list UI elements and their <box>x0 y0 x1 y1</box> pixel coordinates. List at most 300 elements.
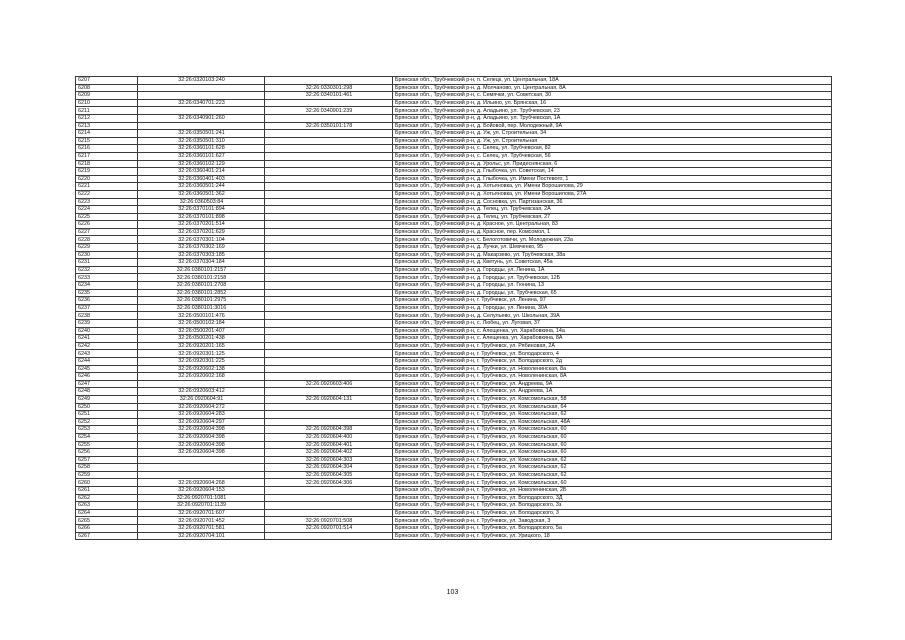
row-number-cell: 6251 <box>76 411 138 419</box>
address-cell: Брянская обл., Трубчевский р-н, д. Аладьино, ул. Трубчевская, 23 <box>393 107 832 115</box>
row-number-cell: 6265 <box>76 517 138 525</box>
address-cell: Брянская обл., Трубчевский р-н, д. Городцы, ул. Ленина, 30А <box>393 304 832 312</box>
table-row <box>76 221 832 229</box>
table-row <box>76 327 832 335</box>
address-cell: Брянская обл., Трубчевский р-н, г. Трубчевск, ул. Комсомольская, 62 <box>393 464 832 472</box>
row-number-cell: 6215 <box>76 137 138 145</box>
address-cell: Брянская обл., Трубчевский р-н, д. Городцы, ул. Трубчевская, 65 <box>393 289 832 297</box>
cadastral-number-cell: 32:26:0360401:403 <box>138 175 265 183</box>
table-row <box>76 471 832 479</box>
cadastral-number-cell: 32:26:0920604:268 <box>138 479 265 487</box>
row-number-cell: 6225 <box>76 213 138 221</box>
cadastral-number-cell: 32:26:0370101:898 <box>138 213 265 221</box>
table-row <box>76 282 832 290</box>
linked-cadastral-number-cell <box>265 304 393 312</box>
cadastral-number-cell: 32:26:0920603:412 <box>138 388 265 396</box>
table-row <box>76 122 832 130</box>
table-row <box>76 190 832 198</box>
address-cell: Брянская обл., Трубчевский р-н, д. Кветунь, ул. Советская, 45а <box>393 259 832 267</box>
table-row <box>76 137 832 145</box>
linked-cadastral-number-cell: 32:26:0920604:303 <box>265 456 393 464</box>
linked-cadastral-number-cell <box>265 357 393 365</box>
linked-cadastral-number-cell <box>265 282 393 290</box>
row-number-cell: 6231 <box>76 259 138 267</box>
linked-cadastral-number-cell <box>265 373 393 381</box>
linked-cadastral-number-cell: 32:26:0920604:398 <box>265 426 393 434</box>
table-row <box>76 388 832 396</box>
linked-cadastral-number-cell <box>265 297 393 305</box>
linked-cadastral-number-cell <box>265 137 393 145</box>
address-cell: Брянская обл., Трубчевский р-н, д. Телец, ул. Трубчевская, 27 <box>393 213 832 221</box>
cadastral-number-cell: 32:26:0380101:2158 <box>138 274 265 282</box>
cadastral-number-cell: 32:26:0380101:2157 <box>138 266 265 274</box>
table-row <box>76 266 832 274</box>
address-cell: Брянская обл., Трубчевский р-н, д. Ильино, ул. Брянская, 16 <box>393 99 832 107</box>
registry-table <box>75 76 832 540</box>
cadastral-number-cell: 32:26:0920602:138 <box>138 365 265 373</box>
linked-cadastral-number-cell <box>265 509 393 517</box>
table-row <box>76 532 832 540</box>
cadastral-number-cell: 32:26:0360102:129 <box>138 160 265 168</box>
address-cell: Брянская обл., Трубчевский р-н, г. Трубчевск, ул. Володарского, 3 <box>393 509 832 517</box>
linked-cadastral-number-cell <box>265 502 393 510</box>
cadastral-number-cell: 32:26:0380101:3016 <box>138 304 265 312</box>
cadastral-number-cell <box>138 464 265 472</box>
address-cell: Брянская обл., Трубчевский р-н, д. Селульево, ул. Школьная, 39А <box>393 312 832 320</box>
table-row <box>76 433 832 441</box>
address-cell: Брянская обл., Трубчевский р-н, г. Трубчевск, ул. Володарского, 3Д <box>393 494 832 502</box>
address-cell: Брянская обл., Трубчевский р-н, г. Трубчевск, ул. Комсомольская, 60 <box>393 479 832 487</box>
linked-cadastral-number-cell <box>265 487 393 495</box>
row-number-cell: 6247 <box>76 380 138 388</box>
address-cell: Брянская обл., Трубчевский р-н, д. Красное, ул. Центральная, 83 <box>393 221 832 229</box>
cadastral-number-cell <box>138 471 265 479</box>
linked-cadastral-number-cell: 32:26:0920604:402 <box>265 449 393 457</box>
linked-cadastral-number-cell <box>265 160 393 168</box>
cadastral-number-cell: 32:26:0500102:184 <box>138 320 265 328</box>
row-number-cell: 6258 <box>76 464 138 472</box>
row-number-cell: 6249 <box>76 395 138 403</box>
cadastral-number-cell: 32:26:0370302:169 <box>138 244 265 252</box>
address-cell: Брянская обл., Трубчевский р-н, д. Красное, пер. Комсомол, 1 <box>393 228 832 236</box>
address-cell: Брянская обл., Трубчевский р-н, г. Трубчевск, ул. Володарского, 4 <box>393 350 832 358</box>
linked-cadastral-number-cell: 32:26:0920604:305 <box>265 471 393 479</box>
address-cell: Брянская обл., Трубчевский р-н, д. Уж, ул. Строительная <box>393 137 832 145</box>
linked-cadastral-number-cell <box>265 342 393 350</box>
address-cell: Брянская обл., Трубчевский р-н, г. Трубчевск, ул. Новоленинская, 8а <box>393 365 832 373</box>
cadastral-number-cell: 32:26:0920604:398 <box>138 449 265 457</box>
row-number-cell: 6266 <box>76 525 138 533</box>
linked-cadastral-number-cell <box>265 335 393 343</box>
linked-cadastral-number-cell: 32:26:0330301:298 <box>265 84 393 92</box>
cadastral-number-cell: 32:26:0370201:629 <box>138 228 265 236</box>
table-row <box>76 84 832 92</box>
address-cell: Брянская обл., Трубчевский р-н, с. Селец, ул. Трубчевская, 56 <box>393 152 832 160</box>
address-cell: Брянская обл., Трубчевский р-н, г. Трубчевск, ул. Комсомольская, 60 <box>393 441 832 449</box>
cadastral-number-cell: 32:26:0920604:297 <box>138 418 265 426</box>
row-number-cell: 6254 <box>76 433 138 441</box>
address-cell: Брянская обл., Трубчевский р-н, г. Трубчевск, ул. Володарского, 5а <box>393 525 832 533</box>
linked-cadastral-number-cell: 32:26:0340101:461 <box>265 92 393 100</box>
table-row <box>76 373 832 381</box>
table-row <box>76 92 832 100</box>
table-row <box>76 441 832 449</box>
table-row <box>76 449 832 457</box>
table-row <box>76 236 832 244</box>
address-cell: Брянская обл., Трубчевский р-н, д. Телец, ул. Трубчевская, 2А <box>393 206 832 214</box>
cadastral-number-cell <box>138 380 265 388</box>
table-row <box>76 77 832 85</box>
row-number-cell: 6237 <box>76 304 138 312</box>
row-number-cell: 6264 <box>76 509 138 517</box>
linked-cadastral-number-cell <box>265 190 393 198</box>
linked-cadastral-number-cell <box>265 418 393 426</box>
table-row <box>76 494 832 502</box>
table-row <box>76 244 832 252</box>
table-row <box>76 487 832 495</box>
linked-cadastral-number-cell: 32:26:0920604:400 <box>265 433 393 441</box>
row-number-cell: 6261 <box>76 487 138 495</box>
linked-cadastral-number-cell <box>265 289 393 297</box>
linked-cadastral-number-cell <box>265 213 393 221</box>
cadastral-number-cell: 32:26:0360503:84 <box>138 198 265 206</box>
address-cell: Брянская обл., Трубчевский р-н, г. Трубчевск, ул. Андреева, 9А <box>393 380 832 388</box>
address-cell: Брянская обл., Трубчевский р-н, г. Трубчевск, ул. Володарского, 3з <box>393 502 832 510</box>
cadastral-number-cell: 32:26:0920602:168 <box>138 373 265 381</box>
address-cell: Брянская обл., Трубчевский р-н, д. Аладьино, ул. Трубчевская, 1А <box>393 114 832 122</box>
linked-cadastral-number-cell <box>265 411 393 419</box>
table-row <box>76 228 832 236</box>
row-number-cell: 6257 <box>76 456 138 464</box>
row-number-cell: 6233 <box>76 274 138 282</box>
table-row <box>76 168 832 176</box>
row-number-cell: 6223 <box>76 198 138 206</box>
row-number-cell: 6212 <box>76 114 138 122</box>
cadastral-number-cell: 32:26:0360401:214 <box>138 168 265 176</box>
table-row <box>76 213 832 221</box>
table-row <box>76 502 832 510</box>
address-cell: Брянская обл., Трубчевский р-н, г. Трубчевск, ул. Заводская, 3 <box>393 517 832 525</box>
linked-cadastral-number-cell: 32:26:0920604:306 <box>265 479 393 487</box>
address-cell: Брянская обл., Трубчевский р-н, с. Любец, ул. Луговая, 37 <box>393 320 832 328</box>
cadastral-number-cell: 32:26:0920701:1081 <box>138 494 265 502</box>
row-number-cell: 6243 <box>76 350 138 358</box>
address-cell: Брянская обл., Трубчевский р-н, г. Трубчевск, ул. Володарского, 2д <box>393 357 832 365</box>
row-number-cell: 6255 <box>76 441 138 449</box>
table-row <box>76 130 832 138</box>
address-cell: Брянская обл., Трубчевский р-н, д. Городцы, ул. Трубчевская, 12Б <box>393 274 832 282</box>
cadastral-number-cell: 32:26:0350501:310 <box>138 137 265 145</box>
table-row <box>76 259 832 267</box>
cadastral-number-cell <box>138 92 265 100</box>
linked-cadastral-number-cell <box>265 244 393 252</box>
row-number-cell: 6239 <box>76 320 138 328</box>
row-number-cell: 6219 <box>76 168 138 176</box>
row-number-cell: 6253 <box>76 426 138 434</box>
row-number-cell: 6230 <box>76 251 138 259</box>
linked-cadastral-number-cell <box>265 259 393 267</box>
table-row <box>76 335 832 343</box>
cadastral-number-cell <box>138 107 265 115</box>
cadastral-number-cell <box>138 456 265 464</box>
linked-cadastral-number-cell <box>265 350 393 358</box>
address-cell: Брянская обл., Трубчевский р-н, д. Бойовой, пер. Молодежный, 9А <box>393 122 832 130</box>
registry-table-body <box>76 77 832 540</box>
row-number-cell: 6252 <box>76 418 138 426</box>
cadastral-number-cell: 32:26:0360101:628 <box>138 145 265 153</box>
row-number-cell: 6232 <box>76 266 138 274</box>
address-cell: Брянская обл., Трубчевский р-н, г. Трубчевск, ул. Новоленинская, 8А <box>393 373 832 381</box>
address-cell: Брянская обл., Трубчевский р-н, с. Белоготовичи, ул. Молодежная, 23а <box>393 236 832 244</box>
row-number-cell: 6241 <box>76 335 138 343</box>
address-cell: Брянская обл., Трубчевский р-н, г. Трубчевск, ул. Андреева, 1А <box>393 388 832 396</box>
address-cell: Брянская обл., Трубчевский р-н, д. Лучки, ул. Шевченко, 95 <box>393 244 832 252</box>
linked-cadastral-number-cell <box>265 312 393 320</box>
row-number-cell: 6228 <box>76 236 138 244</box>
linked-cadastral-number-cell <box>265 206 393 214</box>
linked-cadastral-number-cell <box>265 198 393 206</box>
table-row <box>76 456 832 464</box>
table-row <box>76 114 832 122</box>
linked-cadastral-number-cell: 32:26:0920604:304 <box>265 464 393 472</box>
address-cell: Брянская обл., Трубчевский р-н, с. Алещенка, ул. Харабовкина, 8А <box>393 335 832 343</box>
table-row <box>76 183 832 191</box>
linked-cadastral-number-cell <box>265 130 393 138</box>
cadastral-number-cell: 32:26:0920604:398 <box>138 441 265 449</box>
address-cell: Брянская обл., Трубчевский р-н, г. Трубчевск, ул. Комсомольская, 62 <box>393 411 832 419</box>
table-row <box>76 464 832 472</box>
table-row <box>76 380 832 388</box>
cadastral-number-cell: 32:26:0920704:101 <box>138 532 265 540</box>
row-number-cell: 6244 <box>76 357 138 365</box>
table-row <box>76 107 832 115</box>
cadastral-number-cell: 32:26:0370201:514 <box>138 221 265 229</box>
linked-cadastral-number-cell <box>265 114 393 122</box>
address-cell: Брянская обл., Трубчевский р-н, с. Алещенка, ул. Харабовкина, 14а <box>393 327 832 335</box>
address-cell: Брянская обл., Трубчевский р-н, г. Трубчевск, ул. Комсомольская, 62 <box>393 456 832 464</box>
linked-cadastral-number-cell <box>265 251 393 259</box>
linked-cadastral-number-cell: 32:26:0920701:514 <box>265 525 393 533</box>
table-row <box>76 517 832 525</box>
row-number-cell: 6260 <box>76 479 138 487</box>
linked-cadastral-number-cell <box>265 403 393 411</box>
cadastral-number-cell <box>138 84 265 92</box>
cadastral-number-cell: 32:26:0370304:184 <box>138 259 265 267</box>
linked-cadastral-number-cell <box>265 175 393 183</box>
table-row <box>76 411 832 419</box>
cadastral-number-cell: 32:26:0920701:607 <box>138 509 265 517</box>
row-number-cell: 6207 <box>76 77 138 85</box>
row-number-cell: 6245 <box>76 365 138 373</box>
row-number-cell: 6210 <box>76 99 138 107</box>
cadastral-number-cell: 32:26:0370303:185 <box>138 251 265 259</box>
cadastral-number-cell: 32:26:0920701:1139 <box>138 502 265 510</box>
table-row <box>76 206 832 214</box>
address-cell: Брянская обл., Трубчевский р-н, д. Городцы, ул. Гюнина, 13 <box>393 282 832 290</box>
cadastral-number-cell: 32:26:0500201:438 <box>138 335 265 343</box>
table-row <box>76 525 832 533</box>
row-number-cell: 6246 <box>76 373 138 381</box>
cadastral-number-cell: 32:26:0920301:125 <box>138 350 265 358</box>
linked-cadastral-number-cell: 32:26:0920701:508 <box>265 517 393 525</box>
cadastral-number-cell: 32:26:0920301:225 <box>138 357 265 365</box>
linked-cadastral-number-cell: 32:26:0350101:178 <box>265 122 393 130</box>
address-cell: Брянская обл., Трубчевский р-н, д. Хотьяновка, ул. Имени Ворошилова, 29 <box>393 183 832 191</box>
table-row <box>76 160 832 168</box>
table-row <box>76 312 832 320</box>
address-cell: Брянская обл., Трубчевский р-н, г. Трубчевск, ул. Рябиновая, 2А <box>393 342 832 350</box>
cadastral-number-cell: 32:26:0370101:894 <box>138 206 265 214</box>
row-number-cell: 6216 <box>76 145 138 153</box>
linked-cadastral-number-cell <box>265 365 393 373</box>
cadastral-number-cell: 32:26:0920701:452 <box>138 517 265 525</box>
cadastral-number-cell: 32:26:0350501:241 <box>138 130 265 138</box>
linked-cadastral-number-cell <box>265 183 393 191</box>
cadastral-number-cell <box>138 122 265 130</box>
cadastral-number-cell: 32:26:0360501:362 <box>138 190 265 198</box>
address-cell: Брянская обл., Трубчевский р-н, с. Семячки, ул. Советская, 30 <box>393 92 832 100</box>
address-cell: Брянская обл., Трубчевский р-н, д. Сосновка, ул. Партизанская, 36 <box>393 198 832 206</box>
table-row <box>76 403 832 411</box>
table-row <box>76 274 832 282</box>
row-number-cell: 6242 <box>76 342 138 350</box>
page-number: 103 <box>446 589 459 596</box>
row-number-cell: 6213 <box>76 122 138 130</box>
cadastral-number-cell: 32:26:0920604:153 <box>138 487 265 495</box>
table-row <box>76 342 832 350</box>
row-number-cell: 6236 <box>76 297 138 305</box>
row-number-cell: 6263 <box>76 502 138 510</box>
table-row <box>76 99 832 107</box>
row-number-cell: 6217 <box>76 152 138 160</box>
address-cell: Брянская обл., Трубчевский р-н, г. Трубчевск, ул. Комсомольская, 64 <box>393 403 832 411</box>
cadastral-number-cell: 32:26:0920604:398 <box>138 426 265 434</box>
linked-cadastral-number-cell <box>265 152 393 160</box>
table-row <box>76 395 832 403</box>
table-row <box>76 198 832 206</box>
table-row <box>76 297 832 305</box>
row-number-cell: 6256 <box>76 449 138 457</box>
cadastral-number-cell: 32:26:0920604:272 <box>138 403 265 411</box>
cadastral-number-cell: 32:26:0500101:476 <box>138 312 265 320</box>
row-number-cell: 6211 <box>76 107 138 115</box>
linked-cadastral-number-cell <box>265 168 393 176</box>
address-cell: Брянская обл., Трубчевский р-н, г. Трубчевск, ул. Урицкого, 18 <box>393 532 832 540</box>
row-number-cell: 6224 <box>76 206 138 214</box>
row-number-cell: 6262 <box>76 494 138 502</box>
linked-cadastral-number-cell <box>265 320 393 328</box>
row-number-cell: 6250 <box>76 403 138 411</box>
linked-cadastral-number-cell <box>265 327 393 335</box>
row-number-cell: 6259 <box>76 471 138 479</box>
table-row <box>76 418 832 426</box>
address-cell: Брянская обл., Трубчевский р-н, п. Селецк, ул. Центральная, 18А <box>393 77 832 85</box>
cadastral-number-cell: 32:26:0380101:2708 <box>138 282 265 290</box>
table-row <box>76 289 832 297</box>
address-cell: Брянская обл., Трубчевский р-н, г. Трубчевск, ул. Комсомольская, 60 <box>393 433 832 441</box>
address-cell: Брянская обл., Трубчевский р-н, д. Городцы, ул. Ленина, 1А <box>393 266 832 274</box>
row-number-cell: 6235 <box>76 289 138 297</box>
table-row <box>76 357 832 365</box>
linked-cadastral-number-cell <box>265 388 393 396</box>
table-row <box>76 365 832 373</box>
cadastral-number-cell: 32:26:0380101:2852 <box>138 289 265 297</box>
cadastral-number-cell: 32:26:0320103:240 <box>138 77 265 85</box>
address-cell: Брянская обл., Трубчевский р-н, д. Молчаново, ул. Центральная, 8А <box>393 84 832 92</box>
linked-cadastral-number-cell <box>265 274 393 282</box>
cadastral-number-cell: 32:26:0360101:627 <box>138 152 265 160</box>
table-row <box>76 479 832 487</box>
address-cell: Брянская обл., Трубчевский р-н, г. Трубчевск, ул. Комсомольская, 58 <box>393 395 832 403</box>
cadastral-number-cell: 32:26:0920604:283 <box>138 411 265 419</box>
linked-cadastral-number-cell: 32:26:0920603:406 <box>265 380 393 388</box>
table-row <box>76 152 832 160</box>
address-cell: Брянская обл., Трубчевский р-н, г. Трубчевск, ул. Ленина, 97 <box>393 297 832 305</box>
row-number-cell: 6238 <box>76 312 138 320</box>
cadastral-number-cell: 32:26:0380101:2975 <box>138 297 265 305</box>
linked-cadastral-number-cell <box>265 532 393 540</box>
address-cell: Брянская обл., Трубчевский р-н, г. Трубчевск, ул. Новоленинская, 2Б <box>393 487 832 495</box>
cadastral-number-cell: 32:26:0920701:581 <box>138 525 265 533</box>
row-number-cell: 6209 <box>76 92 138 100</box>
row-number-cell: 6267 <box>76 532 138 540</box>
cadastral-number-cell: 32:26:0360501:244 <box>138 183 265 191</box>
table-row <box>76 350 832 358</box>
linked-cadastral-number-cell <box>265 77 393 85</box>
address-cell: Брянская обл., Трубчевский р-н, г. Трубчевск, ул. Комсомольская, 60 <box>393 426 832 434</box>
cadastral-number-cell: 32:26:0500201:407 <box>138 327 265 335</box>
row-number-cell: 6218 <box>76 160 138 168</box>
row-number-cell: 6222 <box>76 190 138 198</box>
table-row <box>76 251 832 259</box>
linked-cadastral-number-cell <box>265 145 393 153</box>
address-cell: Брянская обл., Трубчевский р-н, г. Трубчевск, ул. Комсомольская, 60 <box>393 449 832 457</box>
table-row <box>76 320 832 328</box>
cadastral-number-cell: 32:26:0920604:398 <box>138 433 265 441</box>
row-number-cell: 6220 <box>76 175 138 183</box>
linked-cadastral-number-cell: 32:26:0340901:239 <box>265 107 393 115</box>
row-number-cell: 6226 <box>76 221 138 229</box>
row-number-cell: 6214 <box>76 130 138 138</box>
address-cell: Брянская обл., Трубчевский р-н, с. Селец, ул. Трубчевская, 82 <box>393 145 832 153</box>
linked-cadastral-number-cell <box>265 221 393 229</box>
cadastral-number-cell: 32:26:0370301:104 <box>138 236 265 244</box>
cadastral-number-cell: 32:26:0920201:165 <box>138 342 265 350</box>
linked-cadastral-number-cell: 32:26:0920604:401 <box>265 441 393 449</box>
row-number-cell: 6221 <box>76 183 138 191</box>
cadastral-number-cell: 32:26:0920604:91 <box>138 395 265 403</box>
address-cell: Брянская обл., Трубчевский р-н, д. Уж, ул. Строительная, 34 <box>393 130 832 138</box>
linked-cadastral-number-cell <box>265 494 393 502</box>
row-number-cell: 6234 <box>76 282 138 290</box>
address-cell: Брянская обл., Трубчевский р-н, г. Трубчевск, ул. Комсомольская, 48А <box>393 418 832 426</box>
row-number-cell: 6227 <box>76 228 138 236</box>
row-number-cell: 6240 <box>76 327 138 335</box>
linked-cadastral-number-cell <box>265 236 393 244</box>
address-cell: Брянская обл., Трубчевский р-н, д. Урольс, ул. Придеснянская, 6 <box>393 160 832 168</box>
table-row <box>76 304 832 312</box>
cadastral-number-cell: 32:26:0340701:223 <box>138 99 265 107</box>
linked-cadastral-number-cell <box>265 228 393 236</box>
address-cell: Брянская обл., Трубчевский р-н, д. Хотьяновка, ул. Имени Ворошилова, 27А <box>393 190 832 198</box>
address-cell: Брянская обл., Трубчевский р-н, д. Глыбочка, ул. Имени Постевого, 1 <box>393 175 832 183</box>
table-row <box>76 145 832 153</box>
row-number-cell: 6208 <box>76 84 138 92</box>
row-number-cell: 6229 <box>76 244 138 252</box>
address-cell: Брянская обл., Трубчевский р-н, д. Макарзево, ул. Трубчевская, 38а <box>393 251 832 259</box>
linked-cadastral-number-cell <box>265 266 393 274</box>
table-row <box>76 426 832 434</box>
